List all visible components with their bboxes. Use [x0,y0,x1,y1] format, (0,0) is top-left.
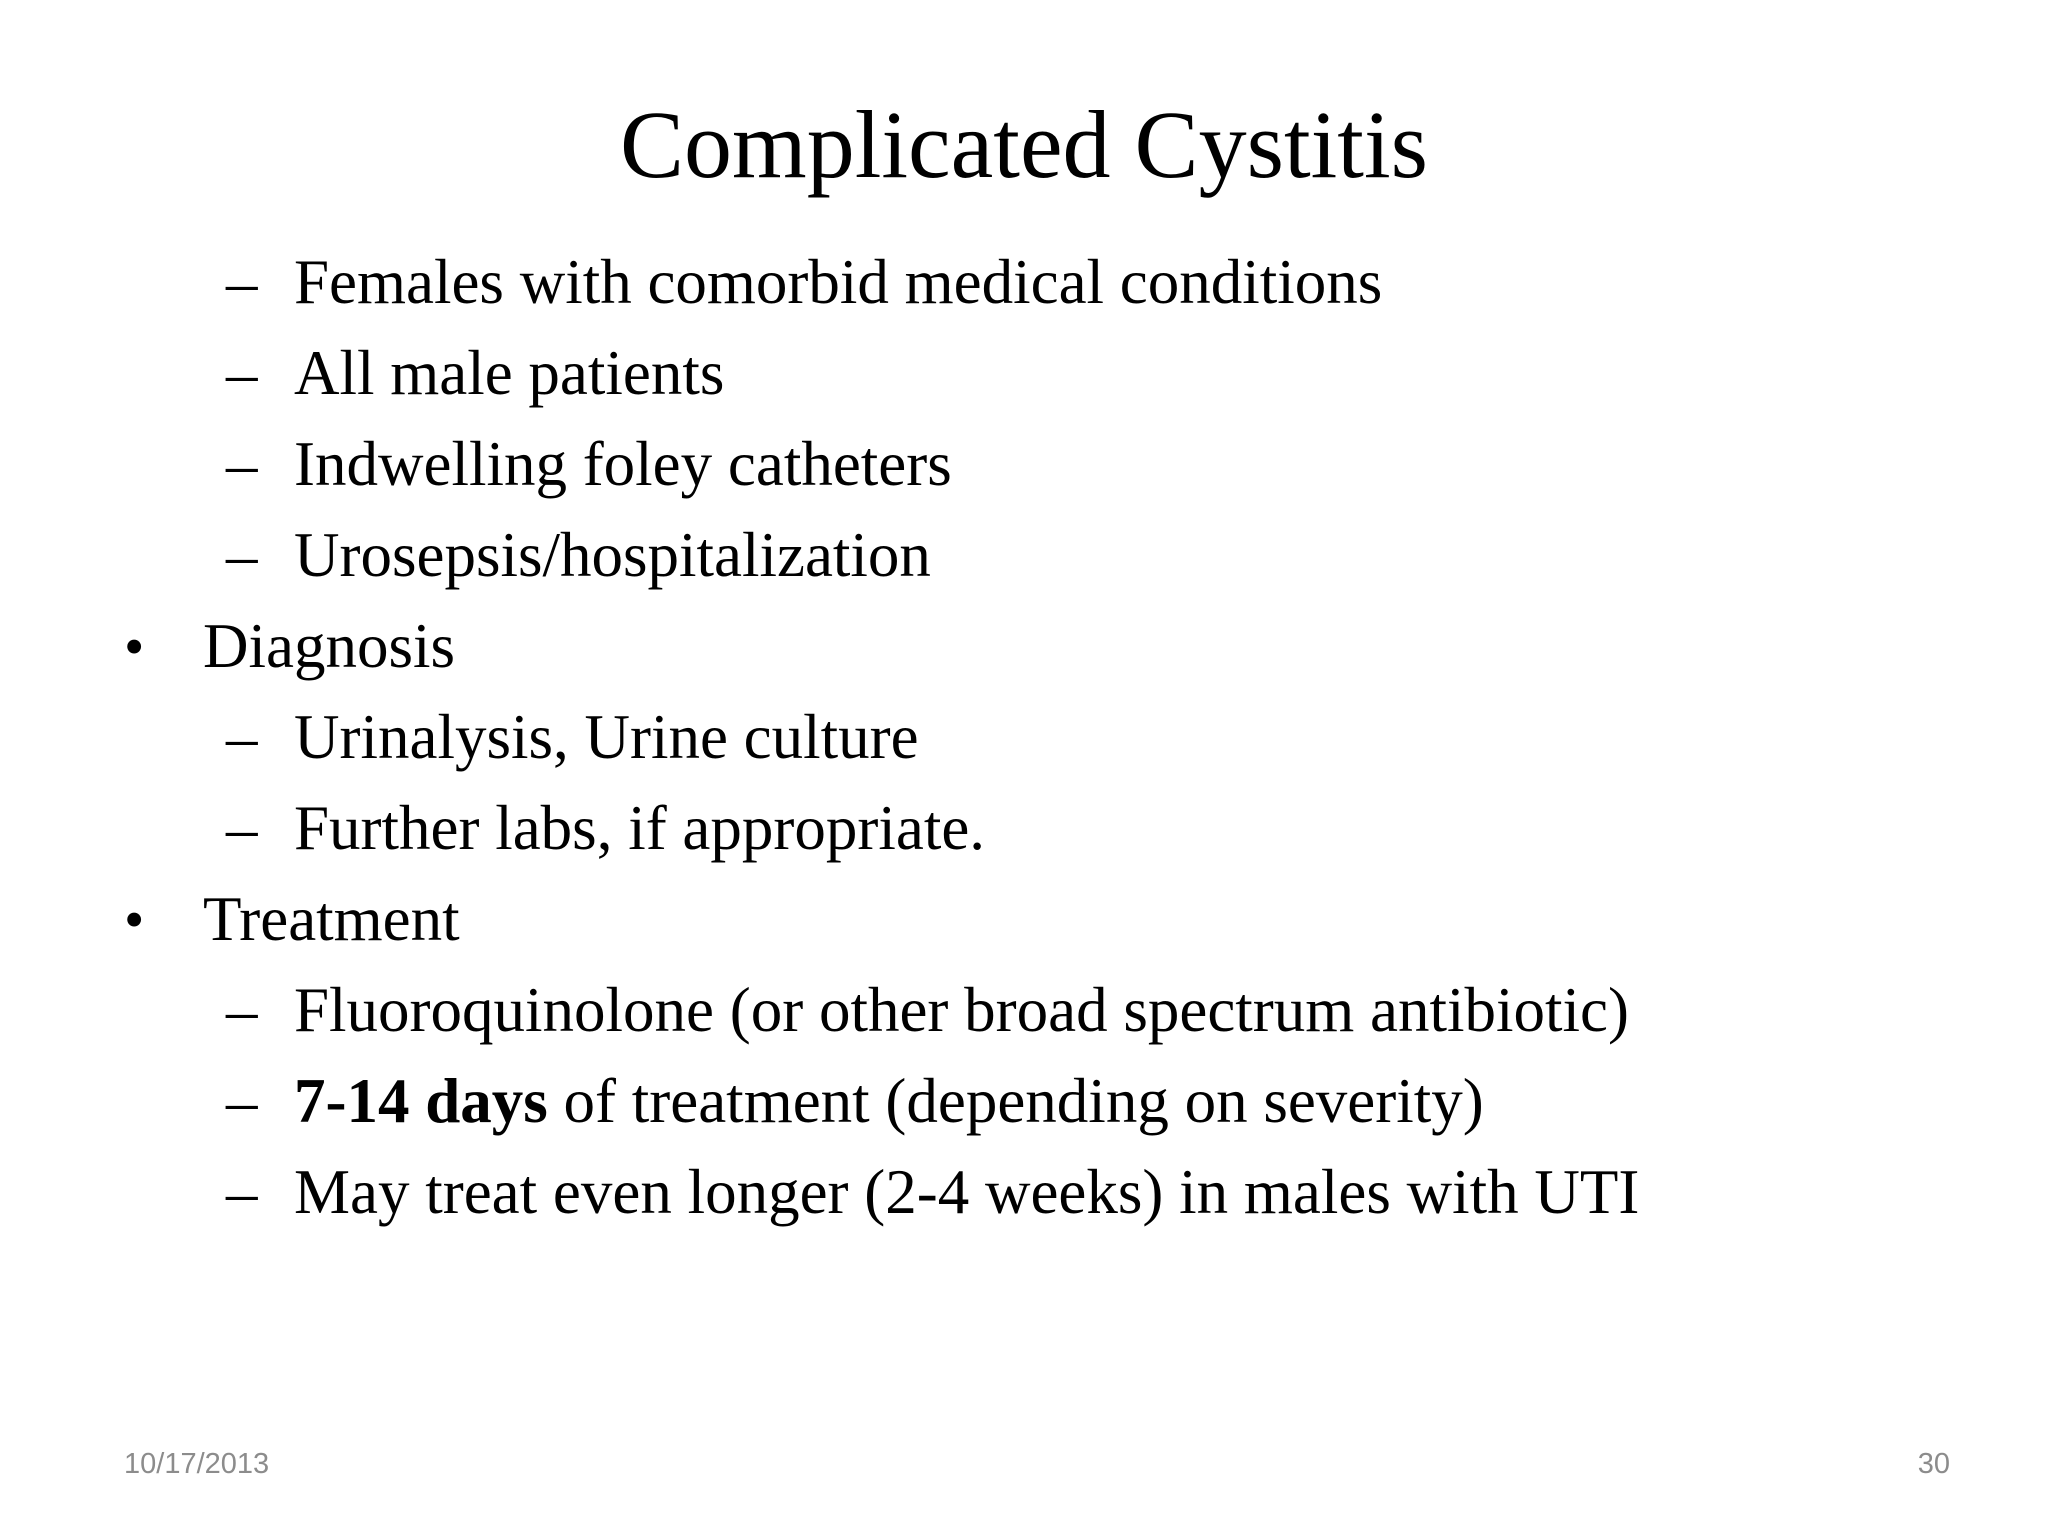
dash-marker: – [226,1066,258,1136]
list-item-text: Urosepsis/hospitalization [294,520,931,590]
list-item [0,965,2048,1056]
dash-marker: – [226,793,258,863]
list-item-heading [0,874,2048,965]
dash-marker: – [226,429,258,499]
list-item [0,419,2048,510]
list-item-text: Diagnosis [203,611,455,681]
list-item-heading [0,601,2048,692]
dash-marker: – [226,702,258,772]
bullet-marker: • [124,614,145,679]
list-item [0,1147,2048,1238]
list-item [0,1056,2048,1147]
list-item-text: All male patients [294,338,725,408]
list-item [0,237,2048,328]
list-item-text [294,1056,1484,1147]
bullet-list [0,237,2048,1238]
footer-date: 10/17/2013 [124,1448,270,1480]
list-item-text-rest: of treatment (depending on severity) [547,1066,1484,1136]
emphasis-text: 7-14 days [294,1066,548,1136]
dash-marker: – [226,338,258,408]
dash-marker: – [226,247,258,317]
slide-number: 30 [1917,1448,1950,1480]
list-item [0,510,2048,601]
dash-marker: – [226,1157,258,1227]
list-item-text: May treat even longer (2-4 weeks) in males with UTI [294,1157,1640,1227]
list-item-text: Treatment [203,884,460,954]
list-item [0,783,2048,874]
list-item [0,692,2048,783]
slide-title: Complicated Cystitis [620,91,1428,198]
dash-marker: – [226,520,258,590]
dash-marker: – [226,975,258,1045]
list-item-text: Urinalysis, Urine culture [294,702,919,772]
list-item-text: Females with comorbid medical conditions [294,247,1383,317]
list-item [0,328,2048,419]
list-item-text: Indwelling foley catheters [294,429,952,499]
list-item-text: Fluoroquinolone (or other broad spectrum antibiotic) [294,975,1629,1045]
list-item-text: Further labs, if appropriate. [294,793,986,863]
bullet-marker: • [124,887,145,952]
